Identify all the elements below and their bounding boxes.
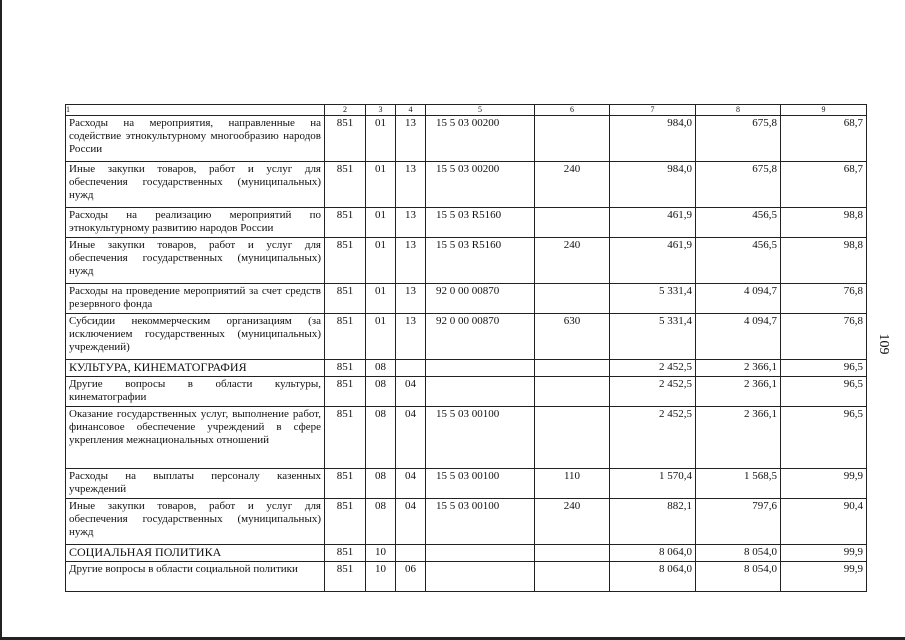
section-cell: 10	[366, 545, 396, 562]
planned-amount-cell: 5 331,4	[610, 284, 696, 314]
row-code-cell: 851	[325, 208, 366, 238]
column-header: 9	[781, 105, 867, 116]
planned-amount-cell: 461,9	[610, 238, 696, 284]
target-article-cell: 15 5 03 R5160	[426, 238, 535, 284]
expense-type-cell	[535, 562, 610, 592]
section-cell: 08	[366, 360, 396, 377]
subsection-cell: 13	[396, 238, 426, 284]
section-cell: 01	[366, 284, 396, 314]
row-name-cell: Другие вопросы в области культуры, кинематографии	[66, 377, 325, 407]
target-article-cell	[426, 377, 535, 407]
target-article-cell: 15 5 03 00200	[426, 116, 535, 162]
column-header: 2	[325, 105, 366, 116]
expense-type-cell	[535, 116, 610, 162]
percent-cell: 68,7	[781, 162, 867, 208]
row-code-cell: 851	[325, 314, 366, 360]
percent-cell: 90,4	[781, 499, 867, 545]
subsection-cell: 04	[396, 377, 426, 407]
target-article-cell: 15 5 03 00100	[426, 469, 535, 499]
target-article-cell: 15 5 03 00200	[426, 162, 535, 208]
percent-cell: 76,8	[781, 284, 867, 314]
executed-amount-cell: 456,5	[696, 238, 781, 284]
executed-amount-cell: 2 366,1	[696, 407, 781, 469]
section-cell: 08	[366, 499, 396, 545]
row-code-cell: 851	[325, 238, 366, 284]
column-header: 8	[696, 105, 781, 116]
table-row	[66, 407, 867, 469]
executed-amount-cell: 675,8	[696, 162, 781, 208]
executed-amount-cell: 2 366,1	[696, 377, 781, 407]
row-name-cell: Оказание государственных услуг, выполнение работ, финансовое обеспечение учреждений в сфере укрепления межнациональных отношений	[66, 407, 325, 469]
table-row	[66, 360, 867, 377]
percent-cell: 99,9	[781, 545, 867, 562]
subsection-cell: 04	[396, 407, 426, 469]
row-code-cell: 851	[325, 377, 366, 407]
subsection-cell: 13	[396, 116, 426, 162]
target-article-cell: 15 5 03 00100	[426, 499, 535, 545]
executed-amount-cell: 675,8	[696, 116, 781, 162]
scan-left-border	[0, 0, 2, 640]
row-name-cell: СОЦИАЛЬНАЯ ПОЛИТИКА	[66, 545, 325, 562]
expense-type-cell: 240	[535, 238, 610, 284]
executed-amount-cell: 8 054,0	[696, 545, 781, 562]
section-cell: 08	[366, 407, 396, 469]
column-header: 4	[396, 105, 426, 116]
planned-amount-cell: 1 570,4	[610, 469, 696, 499]
expense-type-cell	[535, 208, 610, 238]
table-row	[66, 162, 867, 208]
executed-amount-cell: 2 366,1	[696, 360, 781, 377]
subsection-cell: 13	[396, 208, 426, 238]
subsection-cell: 06	[396, 562, 426, 592]
executed-amount-cell: 4 094,7	[696, 314, 781, 360]
column-header: 1	[66, 105, 325, 116]
table-row	[66, 284, 867, 314]
page-number: 109	[876, 333, 891, 355]
subsection-cell: 13	[396, 284, 426, 314]
target-article-cell: 92 0 00 00870	[426, 314, 535, 360]
row-name-cell: Расходы на проведение мероприятий за счет средств резервного фонда	[66, 284, 325, 314]
row-code-cell: 851	[325, 545, 366, 562]
section-cell: 01	[366, 238, 396, 284]
row-code-cell: 851	[325, 562, 366, 592]
subsection-cell	[396, 545, 426, 562]
column-header: 3	[366, 105, 396, 116]
row-code-cell: 851	[325, 499, 366, 545]
target-article-cell: 15 5 03 R5160	[426, 208, 535, 238]
planned-amount-cell: 2 452,5	[610, 360, 696, 377]
row-code-cell: 851	[325, 116, 366, 162]
row-name-cell: КУЛЬТУРА, КИНЕМАТОГРАФИЯ	[66, 360, 325, 377]
expense-type-cell: 240	[535, 499, 610, 545]
executed-amount-cell: 797,6	[696, 499, 781, 545]
percent-cell: 98,8	[781, 208, 867, 238]
percent-cell: 99,9	[781, 562, 867, 592]
table-row	[66, 562, 867, 592]
subsection-cell	[396, 360, 426, 377]
planned-amount-cell: 882,1	[610, 499, 696, 545]
planned-amount-cell: 5 331,4	[610, 314, 696, 360]
section-cell: 01	[366, 116, 396, 162]
table-row	[66, 499, 867, 545]
row-code-cell: 851	[325, 469, 366, 499]
row-name-cell: Другие вопросы в области социальной политики	[66, 562, 325, 592]
expense-type-cell	[535, 377, 610, 407]
planned-amount-cell: 984,0	[610, 162, 696, 208]
column-number-header	[66, 105, 867, 116]
table-row	[66, 208, 867, 238]
row-name-cell: Субсидии некоммерческим организациям (за исключением государственных (муниципальных) учреждений)	[66, 314, 325, 360]
expense-type-cell: 110	[535, 469, 610, 499]
planned-amount-cell: 984,0	[610, 116, 696, 162]
executed-amount-cell: 1 568,5	[696, 469, 781, 499]
table-row	[66, 377, 867, 407]
column-header: 7	[610, 105, 696, 116]
table-row	[66, 314, 867, 360]
row-name-cell: Иные закупки товаров, работ и услуг для обеспечения государственных (муниципальных) нужд	[66, 499, 325, 545]
row-name-cell: Расходы на выплаты персоналу казенных учреждений	[66, 469, 325, 499]
planned-amount-cell: 8 064,0	[610, 545, 696, 562]
target-article-cell	[426, 360, 535, 377]
percent-cell: 96,5	[781, 360, 867, 377]
expense-type-cell: 630	[535, 314, 610, 360]
executed-amount-cell: 8 054,0	[696, 562, 781, 592]
row-name-cell: Иные закупки товаров, работ и услуг для обеспечения государственных (муниципальных) нужд	[66, 238, 325, 284]
expense-type-cell	[535, 360, 610, 377]
expense-type-cell: 240	[535, 162, 610, 208]
section-cell: 08	[366, 469, 396, 499]
percent-cell: 99,9	[781, 469, 867, 499]
budget-table	[65, 104, 867, 592]
planned-amount-cell: 8 064,0	[610, 562, 696, 592]
subsection-cell: 04	[396, 499, 426, 545]
row-code-cell: 851	[325, 360, 366, 377]
row-code-cell: 851	[325, 284, 366, 314]
target-article-cell: 92 0 00 00870	[426, 284, 535, 314]
subsection-cell: 13	[396, 162, 426, 208]
table-row	[66, 469, 867, 499]
table-row	[66, 545, 867, 562]
percent-cell: 68,7	[781, 116, 867, 162]
row-code-cell: 851	[325, 407, 366, 469]
section-cell: 01	[366, 208, 396, 238]
section-cell: 08	[366, 377, 396, 407]
expense-type-cell	[535, 407, 610, 469]
expense-type-cell	[535, 545, 610, 562]
column-header: 5	[426, 105, 535, 116]
table-row	[66, 116, 867, 162]
planned-amount-cell: 2 452,5	[610, 377, 696, 407]
executed-amount-cell: 456,5	[696, 208, 781, 238]
row-code-cell: 851	[325, 162, 366, 208]
subsection-cell: 04	[396, 469, 426, 499]
row-name-cell: Иные закупки товаров, работ и услуг для обеспечения государственных (муниципальных) нужд	[66, 162, 325, 208]
percent-cell: 96,5	[781, 377, 867, 407]
section-cell: 10	[366, 562, 396, 592]
target-article-cell	[426, 545, 535, 562]
section-cell: 01	[366, 314, 396, 360]
row-name-cell: Расходы на реализацию мероприятий по этнокультурному развитию народов России	[66, 208, 325, 238]
percent-cell: 98,8	[781, 238, 867, 284]
executed-amount-cell: 4 094,7	[696, 284, 781, 314]
planned-amount-cell: 2 452,5	[610, 407, 696, 469]
subsection-cell: 13	[396, 314, 426, 360]
planned-amount-cell: 461,9	[610, 208, 696, 238]
target-article-cell	[426, 562, 535, 592]
column-header: 6	[535, 105, 610, 116]
section-cell: 01	[366, 162, 396, 208]
target-article-cell: 15 5 03 00100	[426, 407, 535, 469]
percent-cell: 76,8	[781, 314, 867, 360]
row-name-cell: Расходы на мероприятия, направленные на содействие этнокультурному многообразию народов России	[66, 116, 325, 162]
table-row	[66, 238, 867, 284]
percent-cell: 96,5	[781, 407, 867, 469]
expense-type-cell	[535, 284, 610, 314]
